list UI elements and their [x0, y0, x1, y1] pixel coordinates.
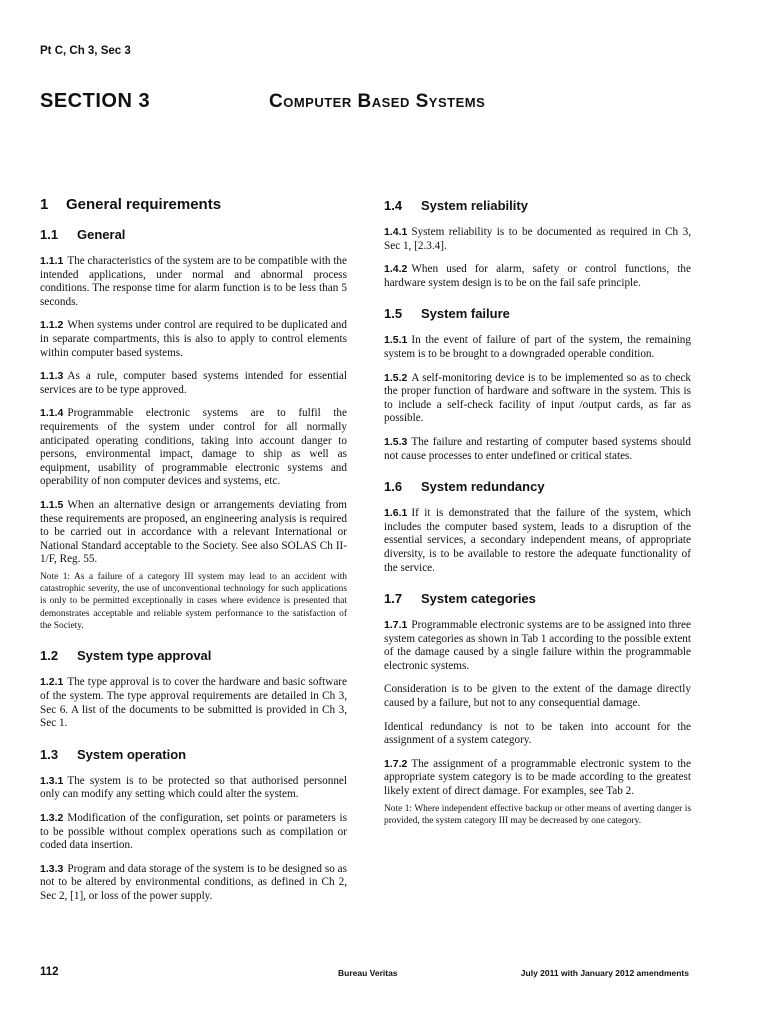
heading-system-reliability: 1.4 System reliability — [384, 198, 528, 213]
paragraph-1-3-2: 1.3.2 Modification of the configuration, set points or parameters is to be possible without complex operations such as compilation or coded data insertion. — [40, 811, 347, 852]
page-reference: Pt C, Ch 3, Sec 3 — [40, 45, 131, 57]
footer-publisher: Bureau Veritas — [338, 968, 398, 978]
paragraph-1-7-1-redundancy: Identical redundancy is not to be taken into account for the assignment of a system category. — [384, 720, 691, 747]
paragraph-1-1-5: 1.1.5 When an alternative design or arrangements deviating from these requirements are proposed, an engineering analysis is required to be carried out in accordance with a relevant International or National Standard acceptable to the Society. See also SOLAS Ch II-1/F, Reg. 55. — [40, 498, 347, 566]
heading-system-failure: 1.5 System failure — [384, 306, 510, 322]
paragraph-1-5-2: 1.5.2 A self-monitoring device is to be implemented so as to check the proper function of hardware and software in the system. This is to include a self-check facility of input /output cards, as far as possible. — [384, 371, 691, 425]
section-title: Computer Based Systems — [269, 91, 486, 112]
section-number: SECTION 3 — [40, 90, 151, 112]
paragraph-1-1-3: 1.1.3 As a rule, computer based systems intended for essential services are to be type approved. — [40, 370, 347, 396]
paragraph-1-7-2: 1.7.2 The assignment of a programmable electronic system to the appropriate system category is to be made according to the greatest likely extent of direct damage. For examples, see Tab 2. — [384, 757, 691, 798]
footer-date: July 2011 with January 2012 amendments — [520, 968, 689, 978]
heading-general-requirements: 1 General requirements — [40, 196, 222, 213]
paragraph-1-1-4: 1.1.4 Programmable electronic systems are to fulfil the requirements of the system under control for all normally anticipated operating conditions, taking into account danger to persons, environmental impact, damage to ship as well as equipment, usability of programmable electronic systems and operability of non computer devices and systems, etc. — [40, 407, 347, 488]
heading-system-type-approval: 1.2 System type approval — [40, 648, 212, 664]
right-column — [384, 190, 691, 837]
heading-system-categories: 1.7 System categories — [384, 591, 536, 607]
paragraph-1-7-1-consideration: Consideration is to be given to the extent of the damage directly caused by a failure, but not to any consequential damage. — [384, 683, 691, 710]
note-backup: Note 1: Where independent effective backup or other means of averting danger is provided, the system category III may be decreased by one category. — [384, 803, 691, 826]
paragraph-1-5-1: 1.5.1 In the event of failure of part of the system, the remaining system is to be brought to a downgraded operable condition. — [384, 334, 691, 360]
paragraph-1-1-1: 1.1.1 The characteristics of the system are to be compatible with the intended applications, under normal and abnormal process conditions. The response time for alarm function is to be less than 5 seconds. — [40, 255, 347, 308]
paragraph-1-7-1: 1.7.1 Programmable electronic systems are to be assigned into three system categories as shown in Tab 1 according to the possible extent of the damage caused by a single failure within the programmable electronic systems. — [384, 619, 691, 672]
left-column — [40, 190, 347, 913]
paragraph-1-6-1: 1.6.1 If it is demonstrated that the failure of the system, which includes the computer based system, leads to a disruption of the essential services, a secondary independent means, of appropriate diversity, is to be available to restore the adequate functionality of the service. — [384, 507, 691, 574]
heading-system-redundancy: 1.6 System redundancy — [384, 479, 545, 495]
heading-system-operation: 1.3 System operation — [40, 746, 187, 762]
heading-general: 1.1 General — [40, 227, 126, 242]
paragraph-1-3-3: 1.3.3 Program and data storage of the system is to be designed so as not to be altered by environmental conditions, as defined in Ch 2, Sec 2, [1], or loss of the power supply. — [40, 862, 347, 902]
note-category-iii: Note 1: As a failure of a category III system may lead to an accident with catastrophic severity, the use of unconventional technology for such applications is only to be permitted exceptionally in cases where evidence is presented that demonstrates acceptable and reliable system performance to the satisfaction of the Society. — [40, 571, 347, 632]
paragraph-1-3-1: 1.3.1 The system is to be protected so that authorised personnel only can modify any setting which could alter the system. — [40, 774, 347, 801]
paragraph-1-5-3: 1.5.3 The failure and restarting of computer based systems should not cause processes to enter undefined or critical states. — [384, 435, 691, 462]
paragraph-1-4-1: 1.4.1 System reliability is to be documented as required in Ch 3, Sec 1, [2.3.4]. — [384, 226, 691, 252]
paragraph-1-1-2: 1.1.2 When systems under control are required to be duplicated and in separate compartments, this is also to apply to control elements within computer based systems. — [40, 319, 347, 359]
footer-page-number: 112 — [40, 966, 59, 978]
paragraph-1-2-1: 1.2.1 The type approval is to cover the hardware and basic software of the system. The type approval requirements are detailed in Ch 3, Sec 6. A list of the documents to be submitted is provided in Ch 3, Sec 1. — [40, 676, 347, 730]
paragraph-1-4-2: 1.4.2 When used for alarm, safety or control functions, the hardware system design is to be on the fail safe principle. — [384, 263, 691, 289]
